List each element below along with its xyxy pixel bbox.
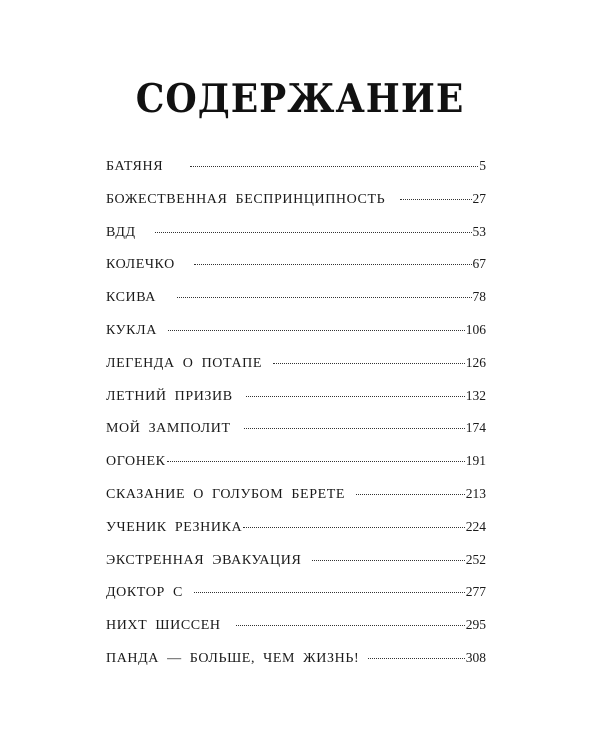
toc-entry — [106, 322, 486, 355]
toc-entry-title: БОЖЕСТВЕННАЯ БЕСПРИНЦИПНОСТЬ — [106, 191, 386, 207]
toc-dot-leader — [168, 330, 465, 331]
toc-dot-leader — [243, 527, 465, 528]
toc-entry — [106, 650, 486, 683]
toc-entry-page: 174 — [465, 420, 486, 436]
toc-entry — [106, 388, 486, 421]
toc-entry-page: 106 — [465, 321, 486, 337]
toc-entry — [106, 584, 486, 617]
toc-entry-page: 67 — [472, 256, 486, 272]
page-title: СОДЕРЖАНИЕ — [135, 75, 465, 123]
toc-dot-leader — [167, 461, 465, 462]
toc-entry-title: НИХТ ШИССЕН — [106, 618, 221, 634]
toc-entry — [106, 519, 486, 552]
toc-entry-page: 5 — [479, 158, 486, 173]
toc-entry-page: 132 — [465, 387, 486, 403]
toc-dot-leader — [246, 396, 465, 397]
toc-dot-leader — [236, 625, 465, 626]
toc-entry-title: БАТЯНЯ — [106, 159, 164, 174]
toc-dot-leader — [244, 428, 465, 429]
toc-entry-title: ЛЕГЕНДА О ПОТАПЕ — [106, 355, 263, 371]
toc-entry — [106, 552, 486, 585]
toc-entry-page: 27 — [472, 190, 486, 206]
toc-dot-leader — [356, 494, 465, 495]
toc-entry — [106, 256, 486, 289]
toc-entry-page: 252 — [465, 551, 486, 567]
toc-entry-page: 277 — [465, 584, 486, 600]
toc-entry-page: 53 — [472, 223, 486, 239]
toc-dot-leader — [368, 658, 465, 659]
toc-entry — [106, 617, 486, 650]
toc-entry — [106, 420, 486, 453]
toc-entry — [106, 158, 486, 191]
toc-entry-title: КОЛЕЧКО — [106, 257, 175, 273]
toc-dot-leader — [194, 264, 472, 265]
toc-entry-page: 308 — [465, 649, 486, 665]
toc-entry — [106, 486, 486, 519]
toc-entry-page: 126 — [465, 354, 486, 370]
toc-dot-leader — [273, 363, 465, 364]
toc-entry-page: 213 — [465, 485, 486, 501]
toc-entry — [106, 289, 486, 322]
toc-dot-leader — [312, 560, 464, 561]
toc-dot-leader — [155, 232, 472, 233]
toc-entry-title: КСИВА — [106, 290, 157, 306]
toc-entry-title: ДОКТОР С — [106, 585, 183, 601]
toc-entry-page: 78 — [472, 289, 486, 305]
table-of-contents — [106, 158, 486, 683]
toc-dot-leader — [190, 166, 478, 167]
toc-dot-leader — [400, 199, 471, 200]
toc-entry-title: ПАНДА — БОЛЬШЕ, ЧЕМ ЖИЗНЬ! — [106, 650, 360, 666]
toc-entry-title: УЧЕНИК РЕЗНИКА — [106, 519, 243, 535]
toc-entry-title: МОЙ ЗАМПОЛИТ — [106, 421, 231, 437]
toc-entry-title: ЛЕТНИЙ ПРИЗИВ — [106, 388, 233, 404]
toc-entry-page: 191 — [465, 453, 486, 469]
toc-entry-title: СКАЗАНИЕ О ГОЛУБОМ БЕРЕТЕ — [106, 486, 346, 502]
toc-entry-title: ВДД — [106, 224, 136, 240]
toc-entry — [106, 355, 486, 388]
toc-entry-page: 224 — [465, 518, 486, 534]
toc-entry-title: ОГОНЕК — [106, 454, 166, 470]
toc-entry — [106, 453, 486, 486]
toc-entry — [106, 224, 486, 257]
toc-entry-title: ЭКСТРЕННАЯ ЭВАКУАЦИЯ — [106, 552, 302, 568]
toc-entry-page: 295 — [465, 617, 486, 633]
toc-entry — [106, 191, 486, 224]
toc-dot-leader — [194, 592, 465, 593]
toc-entry-title: КУКЛА — [106, 322, 157, 338]
toc-dot-leader — [177, 297, 471, 298]
